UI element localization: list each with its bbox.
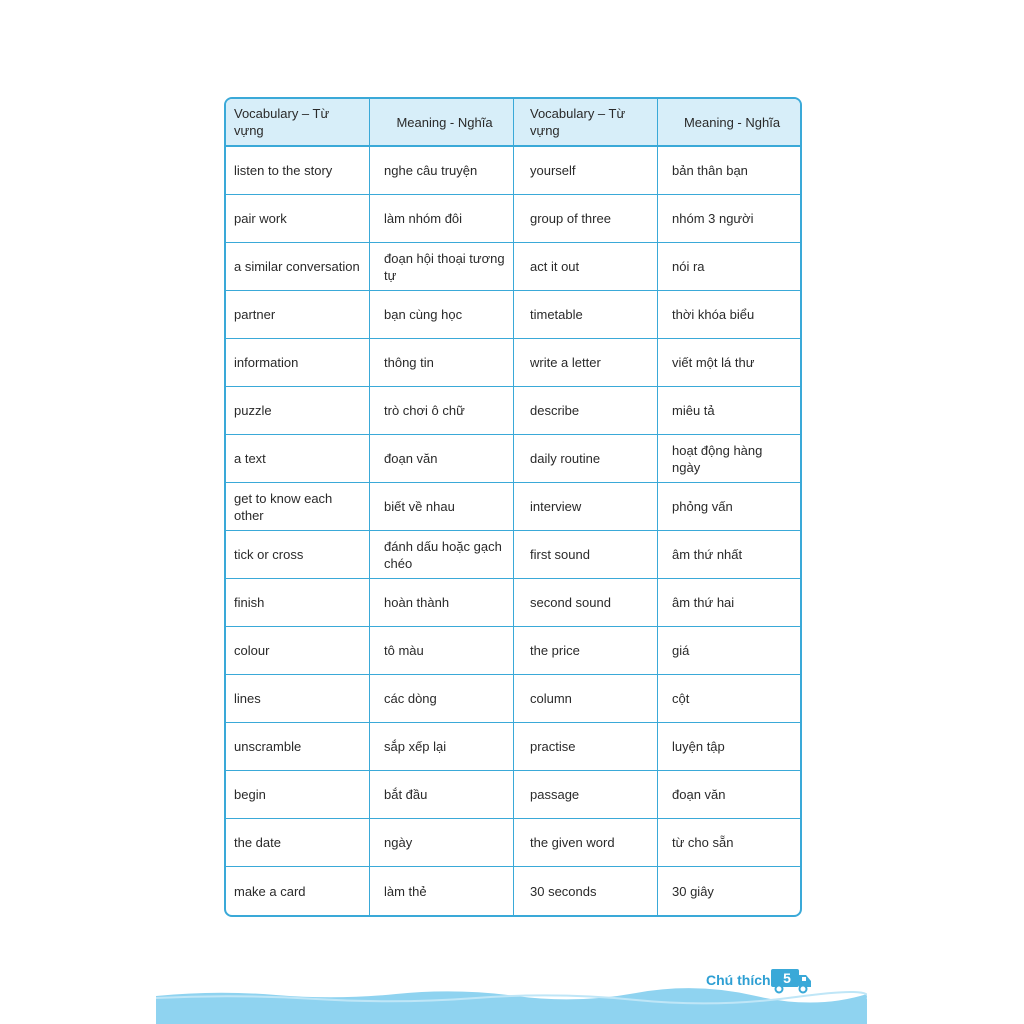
meaning-cell bbox=[658, 579, 800, 627]
cell-text: unscramble bbox=[234, 739, 302, 754]
page-number: 5 bbox=[783, 970, 791, 986]
cell-text: làm nhóm đôi bbox=[384, 211, 463, 226]
meaning-cell bbox=[658, 387, 800, 435]
cell-text: các dòng bbox=[384, 691, 437, 706]
cell-text: viết một lá thư bbox=[672, 355, 755, 370]
cell-text: đoạn văn bbox=[384, 451, 438, 466]
meaning-cell bbox=[370, 195, 514, 243]
vocabulary-cell bbox=[226, 771, 370, 819]
meaning-cell bbox=[370, 819, 514, 867]
cell-text: first sound bbox=[530, 547, 590, 562]
cell-text: đoạn văn bbox=[672, 787, 726, 802]
vocabulary-cell bbox=[226, 579, 370, 627]
vocabulary-cell bbox=[226, 387, 370, 435]
cell-text: the given word bbox=[530, 835, 615, 850]
cell-text: get to know each other bbox=[234, 490, 333, 523]
vocabulary-cell bbox=[226, 627, 370, 675]
cell-text: cột bbox=[672, 691, 690, 706]
vocabulary-cell bbox=[226, 531, 370, 579]
wave-decoration bbox=[156, 988, 867, 1024]
cell-text: đoạn hội thoại tương tự bbox=[384, 250, 505, 283]
meaning-cell bbox=[370, 771, 514, 819]
cell-text: passage bbox=[530, 787, 580, 802]
meaning-cell bbox=[370, 243, 514, 291]
cell-text: lines bbox=[234, 691, 261, 706]
cell-text: timetable bbox=[530, 307, 583, 322]
footer-label: Chú thích bbox=[706, 972, 771, 988]
meaning-cell bbox=[370, 387, 514, 435]
cell-text: column bbox=[530, 691, 572, 706]
cell-text: practise bbox=[530, 739, 576, 754]
cell-text: 30 seconds bbox=[530, 883, 597, 899]
meaning-cell bbox=[658, 867, 800, 915]
cell-text: write a letter bbox=[530, 355, 601, 370]
cell-text: trò chơi ô chữ bbox=[384, 403, 465, 418]
vocabulary-cell bbox=[514, 483, 658, 531]
cell-text: begin bbox=[234, 787, 266, 802]
meaning-cell bbox=[658, 483, 800, 531]
cell-text: daily routine bbox=[530, 451, 601, 466]
cell-text: tick or cross bbox=[234, 547, 304, 562]
cell-text: make a card bbox=[234, 883, 306, 899]
vocabulary-cell bbox=[514, 435, 658, 483]
header-cell: Meaning - Nghĩa bbox=[370, 99, 514, 147]
cell-text: describe bbox=[530, 403, 580, 418]
cell-text: yourself bbox=[530, 163, 576, 178]
cell-text: group of three bbox=[530, 211, 611, 226]
cell-text: biết về nhau bbox=[384, 499, 455, 514]
vocabulary-cell bbox=[226, 675, 370, 723]
meaning-cell bbox=[370, 579, 514, 627]
cell-text: tô màu bbox=[384, 643, 424, 658]
meaning-cell bbox=[658, 531, 800, 579]
cell-text: hoạt động hàng ngày bbox=[672, 442, 763, 475]
meaning-cell bbox=[658, 147, 800, 195]
cell-text: bản thân bạn bbox=[672, 163, 748, 178]
cell-text: phỏng vấn bbox=[672, 499, 733, 514]
header-cell: Vocabulary – Từ vựng bbox=[514, 99, 658, 147]
meaning-cell bbox=[370, 291, 514, 339]
vocabulary-cell bbox=[514, 771, 658, 819]
vocabulary-cell bbox=[226, 291, 370, 339]
meaning-cell bbox=[658, 291, 800, 339]
vocabulary-cell bbox=[514, 243, 658, 291]
vocabulary-cell bbox=[226, 819, 370, 867]
vocabulary-cell bbox=[514, 339, 658, 387]
vocabulary-cell bbox=[514, 195, 658, 243]
meaning-cell bbox=[370, 867, 514, 915]
cell-text: hoàn thành bbox=[384, 595, 450, 610]
meaning-cell bbox=[370, 147, 514, 195]
cell-text: 30 giây bbox=[672, 883, 714, 899]
cell-text: the date bbox=[234, 835, 281, 850]
meaning-cell bbox=[658, 195, 800, 243]
meaning-cell bbox=[658, 243, 800, 291]
meaning-cell bbox=[658, 675, 800, 723]
meaning-cell bbox=[370, 435, 514, 483]
meaning-cell bbox=[658, 723, 800, 771]
cell-text: a text bbox=[234, 451, 266, 466]
vocabulary-cell bbox=[514, 819, 658, 867]
cell-text: listen to the story bbox=[234, 163, 333, 178]
cell-text: second sound bbox=[530, 595, 611, 610]
meaning-cell bbox=[370, 723, 514, 771]
cell-text: bắt đầu bbox=[384, 787, 428, 802]
cell-text: the price bbox=[530, 643, 580, 658]
cell-text: miêu tả bbox=[672, 403, 715, 418]
meaning-cell bbox=[370, 627, 514, 675]
vocabulary-cell bbox=[514, 675, 658, 723]
cell-text: bạn cùng học bbox=[384, 307, 463, 322]
vocabulary-cell bbox=[226, 723, 370, 771]
vocabulary-cell bbox=[226, 483, 370, 531]
meaning-cell bbox=[658, 819, 800, 867]
cell-text: nói ra bbox=[672, 259, 705, 274]
vocabulary-table bbox=[224, 97, 802, 917]
cell-text: puzzle bbox=[234, 403, 272, 418]
meaning-cell bbox=[658, 627, 800, 675]
vocabulary-cell bbox=[514, 531, 658, 579]
header-cell: Meaning - Nghĩa bbox=[658, 99, 800, 147]
vocabulary-cell bbox=[514, 627, 658, 675]
vocabulary-cell bbox=[514, 291, 658, 339]
vocabulary-cell bbox=[226, 195, 370, 243]
cell-text: partner bbox=[234, 307, 276, 322]
meaning-cell bbox=[658, 771, 800, 819]
cell-text: information bbox=[234, 355, 299, 370]
meaning-cell bbox=[658, 339, 800, 387]
cell-text: a similar conversation bbox=[234, 259, 360, 274]
cell-text: thông tin bbox=[384, 355, 434, 370]
vocabulary-cell bbox=[514, 147, 658, 195]
meaning-cell bbox=[370, 531, 514, 579]
cell-text: từ cho sẵn bbox=[672, 835, 734, 850]
cell-text: giá bbox=[672, 643, 690, 658]
vocabulary-cell bbox=[226, 147, 370, 195]
cell-text: luyện tập bbox=[672, 739, 725, 754]
vocabulary-cell bbox=[514, 579, 658, 627]
vocabulary-cell bbox=[514, 387, 658, 435]
cell-text: sắp xếp lại bbox=[384, 739, 447, 754]
cell-text: ngày bbox=[384, 835, 413, 850]
cell-text: làm thẻ bbox=[384, 883, 427, 899]
vocabulary-cell bbox=[514, 723, 658, 771]
cell-text: âm thứ hai bbox=[672, 595, 735, 610]
vocabulary-cell bbox=[226, 243, 370, 291]
cell-text: âm thứ nhất bbox=[672, 547, 743, 562]
cell-text: nhóm 3 người bbox=[672, 211, 754, 226]
cell-text: act it out bbox=[530, 259, 580, 274]
cell-text: đánh dấu hoặc gạch chéo bbox=[384, 538, 502, 571]
cell-text: colour bbox=[234, 643, 270, 658]
vocabulary-cell bbox=[226, 435, 370, 483]
cell-text: nghe câu truyện bbox=[384, 163, 478, 178]
cell-text: pair work bbox=[234, 211, 287, 226]
meaning-cell bbox=[370, 483, 514, 531]
vocabulary-cell bbox=[226, 339, 370, 387]
cell-text: finish bbox=[234, 595, 265, 610]
meaning-cell bbox=[370, 675, 514, 723]
meaning-cell bbox=[370, 339, 514, 387]
cell-text: interview bbox=[530, 499, 582, 514]
meaning-cell bbox=[658, 435, 800, 483]
cell-text: thời khóa biểu bbox=[672, 307, 755, 322]
vocabulary-cell bbox=[514, 867, 658, 915]
vocabulary-cell bbox=[226, 867, 370, 915]
header-cell: Vocabulary – Từ vựng bbox=[226, 99, 370, 147]
